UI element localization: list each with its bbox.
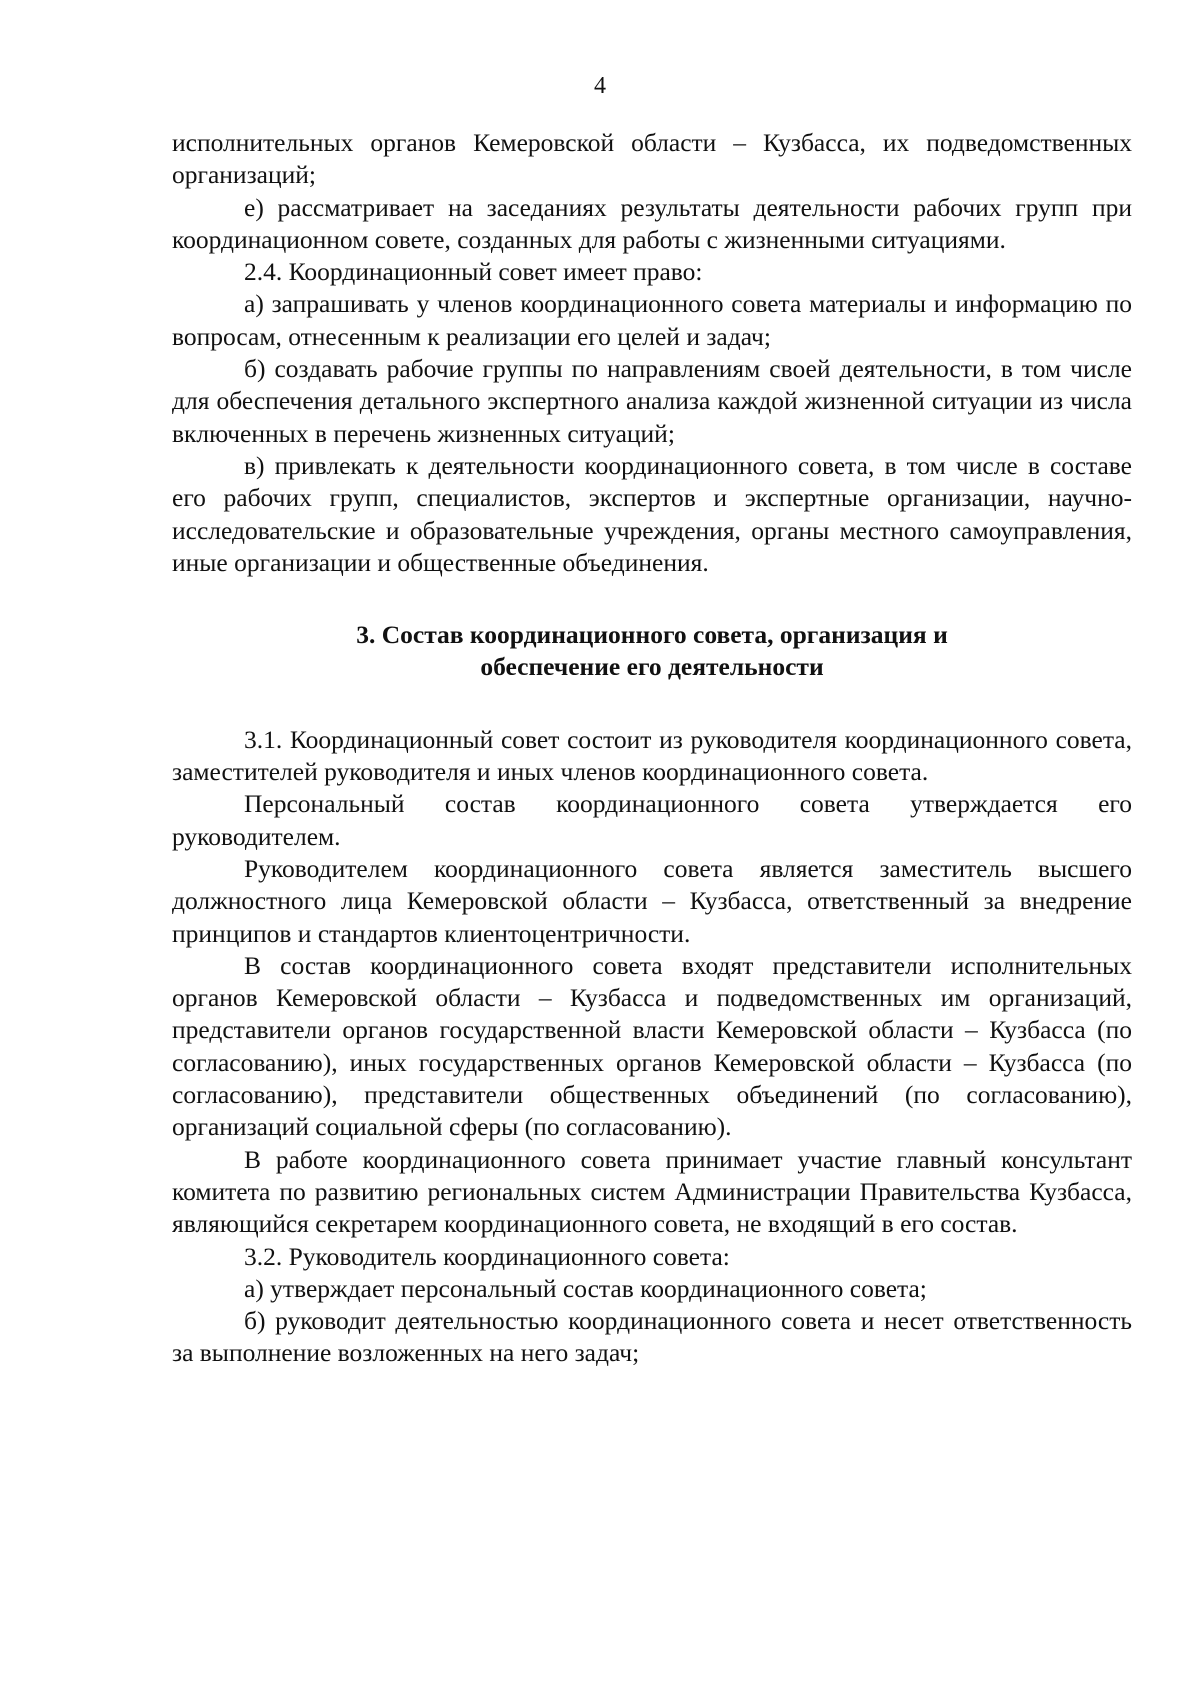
paragraph-continuation: исполнительных органов Кемеровской области – Кузбасса, их подведомственных организаций; — [172, 128, 1132, 190]
document-body — [172, 127, 1132, 1370]
paragraph-3-2-item-b: б) руководит деятельностью координационного совета и несет ответственность за выполнение возложенных на него задач; — [172, 1306, 1132, 1368]
paragraph-council-members: В состав координационного совета входят представители исполнительных органов Кемеровской области – Кузбасса и подведомственных им организаций, представители органов государственной власти Кемеровской области – Кузбасса (по согласованию), иных государственных органов Кемеровской области – Кузбасса (по согласованию), представители общественных объединений (по согласованию), организаций социальной сферы (по согласованию). — [172, 950, 1132, 1142]
paragraph-personal-composition: Персональный состав координационного совета утверждается его руководителем. — [172, 789, 1132, 851]
section-heading-line-2: обеспечение его деятельности — [480, 652, 824, 682]
paragraph-head-of-council: Руководителем координационного совета является заместитель высшего должностного лица Кемеровской области – Кузбасса, ответственный за внедрение принципов и стандартов клиентоцентричности. — [172, 853, 1132, 948]
paragraph-3-1: 3.1. Координационный совет состоит из руководителя координационного совета, заместителей руководителя и иных членов координационного совета. — [172, 724, 1132, 787]
paragraph-3-2-item-a: а) утверждает персональный состав координационного совета; — [244, 1273, 927, 1303]
section-heading-line-1: 3. Состав координационного совета, организация и — [356, 620, 948, 650]
paragraph-item-b: б) создавать рабочие группы по направлениям своей деятельности, в том числе для обеспечения детального экспертного анализа каждой жизненной ситуации из числа включенных в перечень жизненных ситуаций; — [172, 354, 1132, 448]
paragraph-item-a: а) запрашивать у членов координационного совета материалы и информацию по вопросам, отнесенным к реализации его целей и задач; — [172, 289, 1132, 351]
paragraph-2-4: 2.4. Координационный совет имеет право: — [244, 257, 703, 287]
paragraph-item-v: в) привлекать к деятельности координационного совета, в том числе в составе его рабочих групп, специалистов, экспертов и экспертные организации, научно-исследовательские и образовательные учреждения, органы местного самоуправления, иные организации и общественные объединения. — [172, 450, 1132, 577]
paragraph-secretary: В работе координационного совета принимает участие главный консультант комитета по развитию региональных систем Администрации Правительства Кузбасса, являющийся секретарем координационного совета, не входящий в его состав. — [172, 1144, 1132, 1239]
paragraph-3-2: 3.2. Руководитель координационного совета: — [244, 1241, 730, 1271]
paragraph-item-e: е) рассматривает на заседаниях результаты деятельности рабочих групп при координационном совете, созданных для работы с жизненными ситуациями. — [172, 192, 1132, 254]
section-heading — [172, 619, 1132, 684]
page-number: 4 — [594, 73, 606, 99]
